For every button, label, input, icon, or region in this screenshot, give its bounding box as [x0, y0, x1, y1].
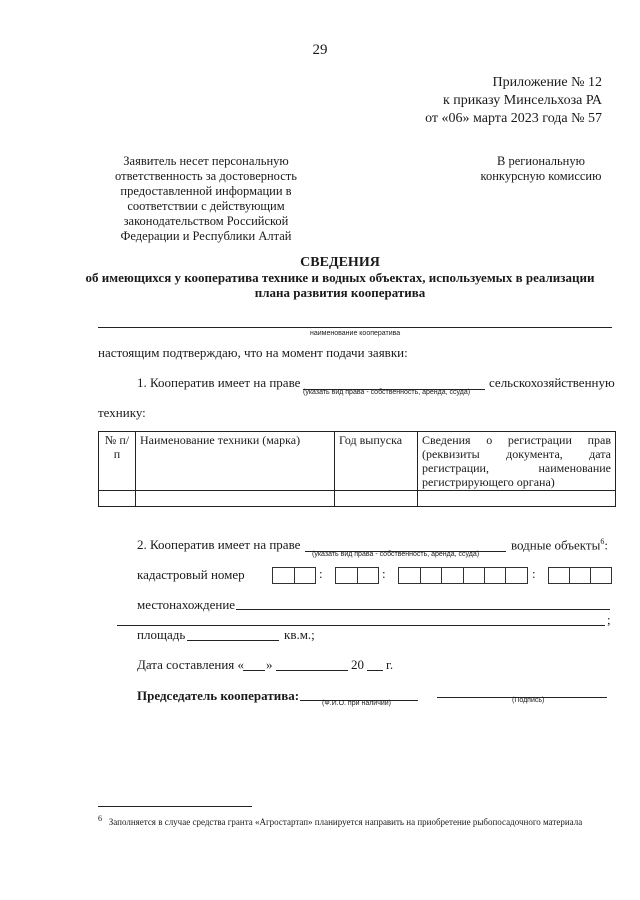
cooperative-name-caption: наименование кооператива — [310, 330, 401, 337]
cadastral-box[interactable] — [272, 567, 316, 584]
location-end: ; — [607, 612, 611, 627]
item2-prefix: 2. Кооператив имеет на праве — [137, 537, 301, 552]
item2-suffix-block — [511, 537, 608, 553]
applicant-note-line: Федерации и Республики Алтай — [120, 229, 292, 243]
appendix-line: Приложение № 12 — [492, 75, 602, 90]
location-field-line2[interactable] — [117, 625, 605, 626]
table-cell[interactable] — [418, 491, 616, 507]
appendix-line: от «06» марта 2023 года № 57 — [425, 111, 602, 126]
chairman-label: Председатель кооператива: — [137, 688, 300, 703]
applicant-note-line: Заявитель несет персональную — [123, 154, 289, 168]
date-year-prefix: 20 — [351, 657, 364, 672]
table-header-cell: № п/п — [99, 432, 136, 491]
date-end: г. — [386, 657, 394, 672]
applicant-note-line: ответственность за достоверность — [115, 169, 297, 183]
cadastral-box[interactable] — [398, 567, 528, 584]
table-header-cell: Сведения о регистрации прав (реквизиты документа, дата регистрации, наименование регистрирующего органа) — [418, 432, 616, 491]
addressee — [466, 154, 616, 184]
item2-suffix: водные объекты — [511, 537, 601, 553]
location-label: местонахождение — [137, 597, 236, 612]
document-title — [40, 255, 640, 300]
date-day-field[interactable] — [243, 670, 265, 671]
table-header-row — [99, 432, 616, 491]
item2-suffix-end: : — [604, 537, 608, 553]
tech-table — [98, 431, 616, 507]
cadastral-separator: : — [319, 566, 323, 581]
appendix-block — [425, 74, 602, 128]
addressee-line: В региональную — [497, 154, 585, 168]
item1-caption: (указать вид права - собственность, аренда, ссуда) — [303, 389, 471, 396]
table-cell[interactable] — [99, 491, 136, 507]
table-cell[interactable] — [335, 491, 418, 507]
date-mid: » — [266, 657, 273, 672]
location-field[interactable] — [236, 609, 610, 610]
appendix-line: к приказу Минсельхоза РА — [442, 93, 602, 108]
applicant-note — [108, 154, 304, 244]
date-year-field[interactable] — [367, 670, 383, 671]
footnote-mark: 6 — [600, 537, 605, 546]
table-cell[interactable] — [136, 491, 335, 507]
cooperative-name-field[interactable] — [98, 327, 612, 328]
item1-continuation: технику: — [98, 405, 146, 420]
confirm-text: настоящим подтверждаю, что на момент подачи заявки: — [98, 345, 408, 360]
date-label: Дата составления « — [137, 657, 245, 672]
applicant-note-line: законодательством Российской — [123, 214, 289, 228]
table-header-cell: Наименование техники (марка) — [136, 432, 335, 491]
item2-caption: (указать вид права - собственность, аренда, ссуда) — [312, 551, 480, 558]
title-line: об имеющихся у кооператива технике и водных объектах, используемых в реализации — [85, 270, 595, 285]
footnote-divider — [98, 806, 252, 807]
cadastral-separator: : — [382, 566, 386, 581]
addressee-line: конкурсную комиссию — [480, 169, 602, 183]
footnote — [98, 813, 614, 828]
cadastral-box[interactable] — [548, 567, 612, 584]
footnote-text: Заполняется в случае средства гранта «Агростартап» планируется направить на приобретение рыбопосадочного материала — [108, 817, 583, 827]
area-field[interactable] — [187, 640, 279, 641]
cadastral-separator: : — [532, 566, 536, 581]
cadastral-label: кадастровый номер — [137, 567, 245, 582]
applicant-note-line: соответствии с действующим — [127, 199, 285, 213]
page-number: 29 — [312, 42, 328, 58]
title-line: плана развития кооператива — [254, 285, 426, 300]
item1-suffix: сельскохозяйственную — [489, 375, 615, 390]
item1-prefix: 1. Кооператив имеет на праве — [137, 375, 301, 390]
cadastral-box[interactable] — [335, 567, 379, 584]
table-row[interactable] — [99, 491, 616, 507]
chairman-signature-caption: (Подпись) — [512, 697, 545, 704]
area-unit: кв.м.; — [284, 627, 315, 642]
footnote-number: 6 — [98, 814, 102, 823]
applicant-note-line: предоставленной информации в — [120, 184, 292, 198]
area-label: площадь — [137, 627, 186, 642]
date-month-field[interactable] — [276, 670, 348, 671]
chairman-name-caption: (Ф.И.О. при наличии) — [322, 700, 391, 707]
table-header-cell: Год выпуска — [335, 432, 418, 491]
title-main: СВЕДЕНИЯ — [300, 255, 380, 270]
